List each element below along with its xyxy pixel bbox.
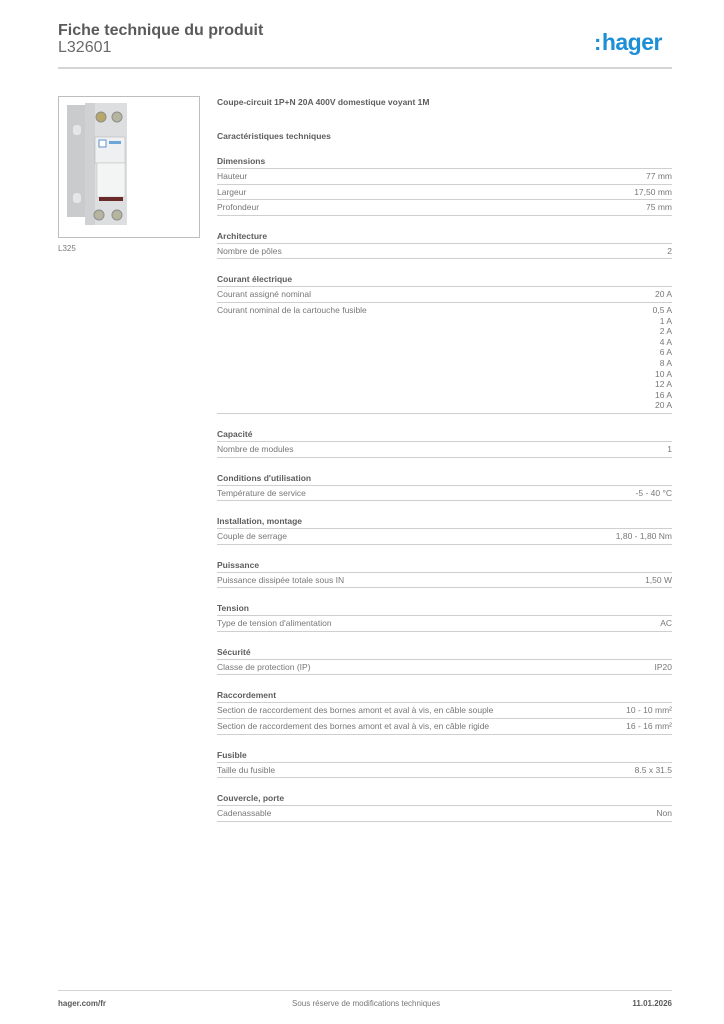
spec-value (626, 705, 672, 716)
spec-value (616, 531, 672, 542)
product-title: Coupe-circuit 1P+N 20A 400V domestique voyant 1M (217, 97, 430, 107)
spec-row (217, 806, 672, 822)
spec-value (656, 808, 672, 819)
spec-label: Nombre de modules (217, 443, 294, 454)
spec-group (217, 602, 672, 632)
page-title: Fiche technique du produit (58, 22, 264, 39)
group-title: Architecture (217, 230, 672, 244)
spec-label: Couple de serrage (217, 531, 287, 542)
spec-group (217, 273, 672, 414)
spec-row (217, 200, 672, 216)
spec-value-item: 1 (667, 443, 672, 454)
spec-value-item: 2 (667, 245, 672, 256)
spec-row (217, 529, 672, 545)
spec-row (217, 486, 672, 502)
spec-label: Cadenassable (217, 808, 272, 819)
spec-value (667, 444, 672, 455)
section-heading: Caractéristiques techniques (217, 131, 331, 141)
spec-row (217, 660, 672, 676)
spec-value-item: Non (656, 808, 672, 819)
spec-group (217, 646, 672, 676)
spec-value-item: 1,50 W (645, 574, 672, 585)
spec-value-item: 10 - 10 mm² (626, 705, 672, 716)
spec-value (635, 765, 672, 776)
spec-value (645, 575, 672, 586)
spec-row (217, 169, 672, 185)
logo-colon: : (594, 30, 601, 55)
group-title: Courant électrique (217, 273, 672, 287)
footer-date: 11.01.2026 (632, 999, 672, 1008)
spec-value-item: 8 A (659, 357, 672, 368)
spec-row (217, 573, 672, 589)
logo-text: hager (601, 29, 662, 55)
footer-disclaimer: Sous réserve de modifications techniques (292, 999, 441, 1008)
spec-label: Température de service (217, 487, 306, 498)
spec-value (626, 721, 672, 732)
spec-value-item: 12 A (654, 379, 672, 390)
spec-group (217, 472, 672, 502)
group-title: Couvercle, porte (217, 792, 672, 806)
group-title: Dimensions (217, 155, 672, 169)
spec-value (646, 202, 672, 213)
product-reference: L32601 (58, 39, 112, 56)
spec-value-item: 4 A (659, 336, 672, 347)
spec-value-item: 16 A (654, 389, 672, 400)
group-title: Fusible (217, 749, 672, 763)
spec-label: Section de raccordement des bornes amont et aval à vis, en câble rigide (217, 721, 490, 732)
spec-label: Puissance dissipée totale sous IN (217, 574, 345, 585)
hager-logo (594, 29, 662, 56)
spec-group (217, 792, 672, 822)
spec-value (646, 171, 672, 182)
spec-label: Classe de protection (IP) (217, 661, 311, 672)
spec-group (217, 559, 672, 589)
spec-value (655, 289, 672, 300)
spec-row (217, 616, 672, 632)
spec-value (660, 618, 672, 629)
spec-row (217, 303, 672, 414)
spec-value-item: AC (660, 618, 672, 629)
spec-value (653, 305, 672, 411)
spec-value-item: 77 mm (646, 171, 672, 181)
group-title: Conditions d'utilisation (217, 472, 672, 486)
spec-label: Hauteur (217, 171, 248, 181)
spec-value-item: 75 mm (646, 202, 672, 213)
spec-value-item: IP20 (654, 661, 672, 672)
spec-group (217, 749, 672, 779)
spec-value-item: 1 A (659, 315, 672, 326)
footer-divider (58, 990, 672, 991)
spec-value-item: 1,80 - 1,80 Nm (615, 531, 672, 542)
spec-value-item: 10 A (654, 368, 672, 379)
spec-value-item: 8.5 x 31.5 (634, 764, 672, 775)
group-title: Tension (217, 602, 672, 616)
spec-group (217, 515, 672, 545)
spec-row (217, 442, 672, 458)
group-title: Raccordement (217, 689, 672, 703)
spec-row (217, 185, 672, 201)
spec-row (217, 703, 672, 719)
spec-row (217, 244, 672, 260)
spec-sheet (217, 96, 672, 822)
spec-label: Courant nominal de la cartouche fusible (217, 304, 367, 315)
spec-value (667, 246, 672, 257)
spec-value-item: 6 A (659, 347, 672, 358)
spec-value (634, 187, 672, 198)
group-title: Sécurité (217, 646, 672, 660)
spec-label: Profondeur (217, 202, 260, 213)
spec-value-item: 20 A (654, 400, 672, 411)
spec-row (217, 763, 672, 779)
spec-group (217, 428, 672, 458)
spec-row (217, 287, 672, 303)
spec-value (655, 662, 673, 673)
spec-value-item: -5 - 40 °C (635, 487, 672, 498)
spec-label: Courant assigné nominal (217, 289, 312, 300)
product-image (58, 96, 200, 238)
spec-label: Section de raccordement des bornes amont et aval à vis, en câble souple (217, 705, 494, 716)
spec-group (217, 230, 672, 260)
footer-website[interactable]: hager.com/fr (58, 999, 107, 1008)
spec-value (636, 488, 672, 499)
group-title: Capacité (217, 428, 672, 442)
spec-value-item: 17,50 mm (634, 186, 672, 197)
spec-group (217, 155, 672, 216)
spec-label: Nombre de pôles (217, 245, 282, 256)
group-title: Installation, montage (217, 515, 672, 529)
spec-group (217, 689, 672, 734)
spec-value-item: 20 A (654, 289, 672, 300)
image-caption: L325 (58, 244, 76, 253)
spec-label: Type de tension d'alimentation (217, 618, 332, 629)
group-title: Puissance (217, 559, 672, 573)
spec-label: Taille du fusible (217, 764, 276, 775)
fuse-holder-illustration (59, 97, 199, 237)
header-divider (58, 67, 672, 69)
spec-value-item: 16 - 16 mm² (626, 721, 672, 732)
spec-value-item: 0,5 A (652, 304, 672, 315)
spec-value-item: 2 A (659, 326, 672, 337)
spec-label: Largeur (217, 186, 247, 197)
spec-groups (217, 155, 672, 822)
spec-row (217, 719, 672, 735)
